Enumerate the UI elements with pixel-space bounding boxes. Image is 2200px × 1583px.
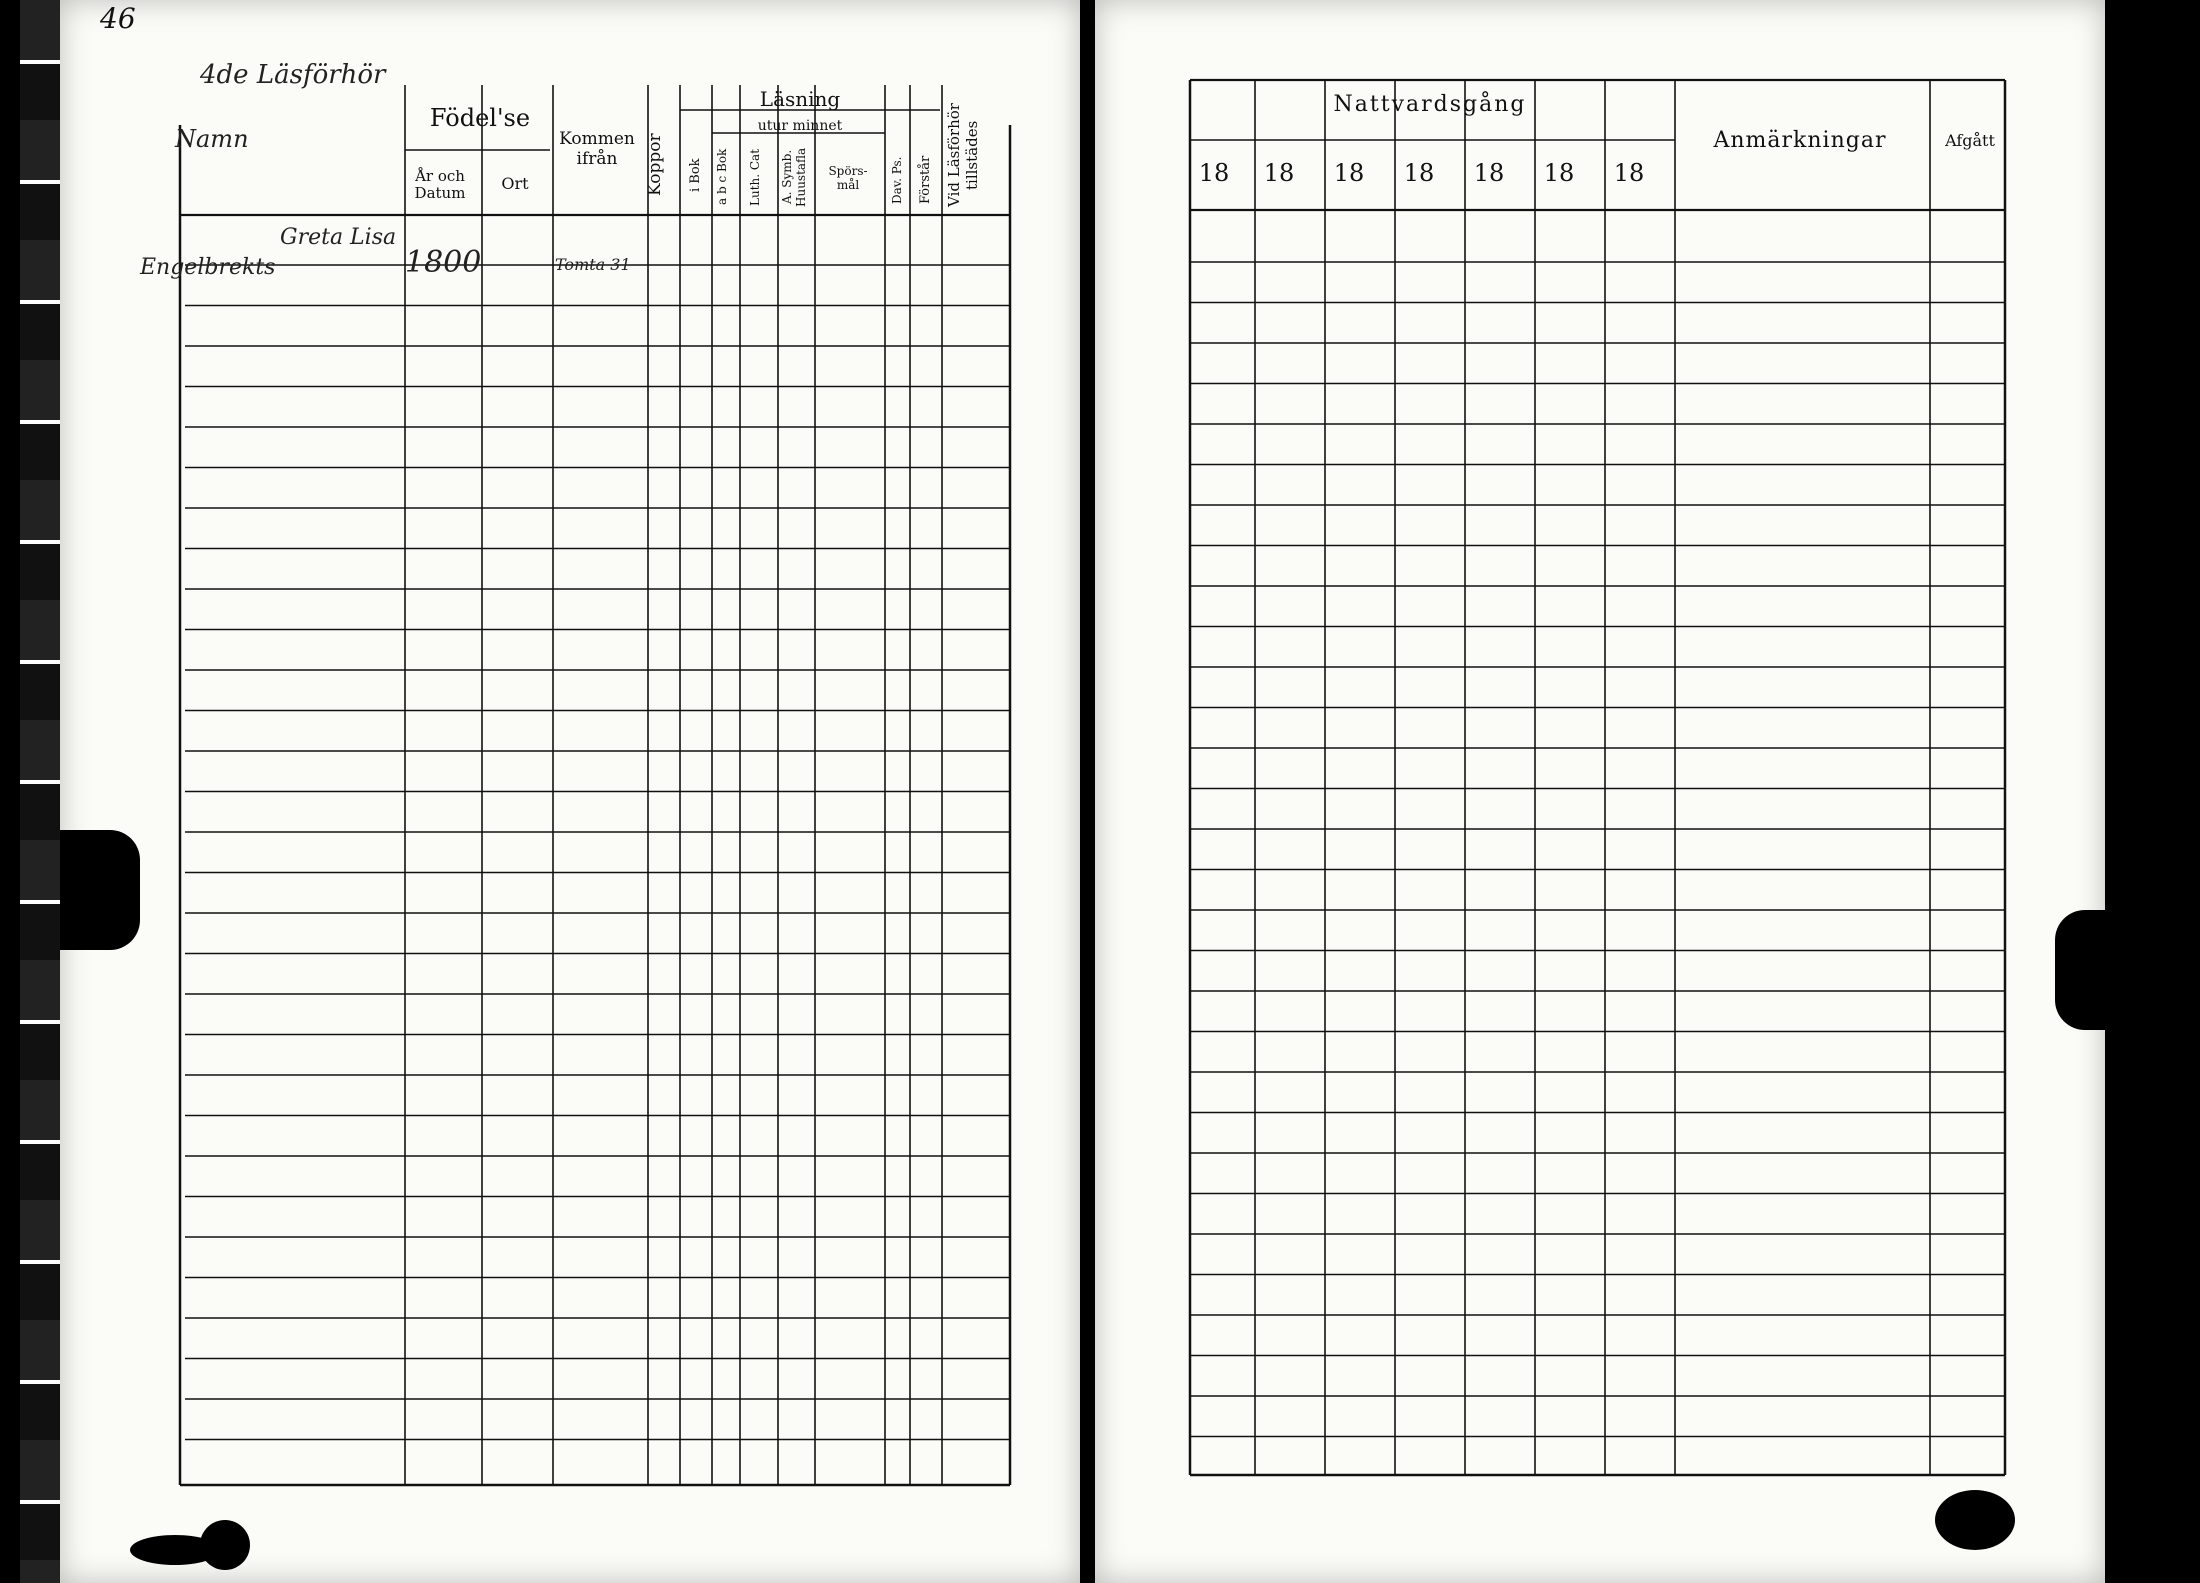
- year-prefix-cell: 18: [1333, 159, 1365, 187]
- header-fodelse: Födel'se: [429, 104, 531, 132]
- header-ort: Ort: [501, 174, 529, 193]
- header-luth-cat: Luth. Cat: [748, 148, 762, 206]
- entry-from: Tomta 31: [555, 255, 631, 274]
- entry-name: Greta Lisa: [280, 225, 397, 250]
- ink-stain: [1935, 1490, 2015, 1550]
- year-prefix-cell: 18: [1198, 159, 1230, 187]
- header-kommen-ifran: Kommen ifrån: [559, 129, 635, 169]
- header-afgatt: Afgått: [1945, 131, 1995, 150]
- year-prefix-cell: 18: [1473, 159, 1505, 187]
- header-abc-bok: a b c Bok: [715, 148, 729, 206]
- header-dav-ps: Dav. Ps.: [890, 156, 904, 204]
- header-sporsmal: Spörs-mål: [828, 164, 868, 192]
- header-lasning: Läsning: [759, 87, 841, 111]
- entry-role: Engelbrekts: [140, 255, 276, 280]
- header-forstar: Förstår: [918, 155, 933, 205]
- handwritten-column-name: Namn: [175, 125, 249, 153]
- header-utur-minnet: utur minnet: [757, 118, 843, 134]
- header-a-symb: A. Symb. Huustafla: [780, 147, 808, 207]
- ink-stain: [200, 1520, 250, 1570]
- handwritten-title: 4de Läsförhör: [200, 60, 386, 90]
- year-prefix-cell: 18: [1403, 159, 1435, 187]
- page-number: 46: [100, 2, 136, 35]
- header-koppor: Koppor: [645, 133, 665, 197]
- header-nattvardsgang: Nattvardsgång: [1333, 92, 1527, 117]
- header-i-bok: i Bok: [688, 158, 703, 192]
- header-ar-och-datum: År och Datum: [414, 167, 466, 203]
- year-prefix-cell: 18: [1543, 159, 1575, 187]
- entry-year: 1800: [405, 245, 482, 280]
- header-anmarkningar: Anmärkningar: [1713, 128, 1887, 153]
- year-prefix-cell: 18: [1613, 159, 1645, 187]
- year-prefix-cell: 18: [1263, 159, 1295, 187]
- header-vid-lasforhor: Vid Läsförhör tillstädes: [945, 103, 981, 207]
